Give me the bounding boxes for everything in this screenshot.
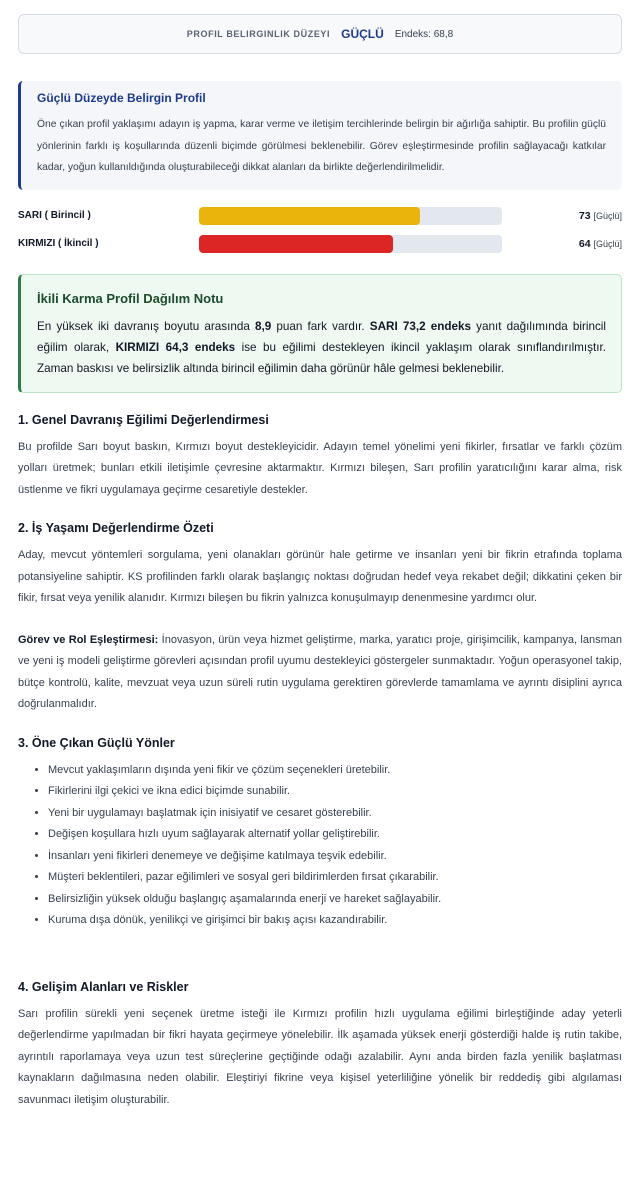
- list-item: • Fikirlerini ilgi çekici ve ikna edici biçimde sunabilir.: [48, 781, 622, 803]
- list-item: • Değişen koşullara hızlı uyum sağlayarak alternatif yollar geliştirebilir.: [48, 824, 622, 846]
- strengths-list: [18, 760, 622, 932]
- section-title: 3. Öne Çıkan Güçlü Yönler: [18, 735, 175, 750]
- section-text: Sarı profilin sürekli yeni seçenek üretme isteği ile Kırmızı profilin hızlı uygulama eğilimi birleştiğinde aday yeterli değerlendirme yapılmadan bir fikri hayata geçirmeye yönelebilir. İlk aşamada yüksek enerji gösterdiği halde iş rutin takibe, ayrıntılı raporlamaya veya uzun test süreçlerine geçtiğinde odağı azalabilir. Aynı anda birden fazla yenilik başlatması kaynakların dağılmasına neden olabilir. Eleştiriyi fikrine veya kişisel yeterliliğine yönelik bir reddediş gibi algılaması savunmacı iletişim oluşturabilir.: [18, 1007, 622, 1106]
- section-text: Aday, mevcut yöntemleri sorgulama, yeni olanakları görünür hale getirme ve insanları yeni bir fikrin etrafında toplama potansiyeline sahiptir. KS profilinden farklı olarak başlangıç noktası doğrudan hedef veya rekabet değil; dikkatini çeken bir fikir, fırsat veya yenilik alanıdır. Kırmızı bileşen bu fikrin yalnızca konuşulmayıp denenmesine yardımcı olur.: [18, 549, 622, 604]
- score-tag: [Güçlü]: [593, 210, 622, 221]
- distribution-note-text: En yüksek iki davranış boyutu arasında 8,9 puan fark vardır. SARI 73,2 endeks yanıt dağılımında birincil eğilim olarak, KIRMIZI 64,3 endeks ise bu eğilimi destekleyen ikincil yaklaşım olarak sınıflandırılmıştır. Zaman baskısı ve belirsizlik altında birincil eğilimin daha görünür hâle gelmesi beklenebilir.: [37, 319, 607, 375]
- list-item: • Belirsizliğin yüksek olduğu başlangıç aşamalarında enerji ve hareket sağlayabilir.: [48, 889, 622, 911]
- score-number: 64: [578, 237, 591, 250]
- distribution-note-title: İkili Karma Profil Dağılım Notu: [37, 290, 224, 306]
- score-bar-primary: [18, 206, 622, 226]
- score-bar-secondary: [18, 234, 622, 254]
- profile-level-box: [18, 14, 622, 54]
- profile-level-label: PROFIL BELIRGINLIK DÜZEYI: [186, 29, 331, 39]
- section-general-tendency: [18, 413, 622, 502]
- section-work-summary: [18, 521, 622, 716]
- list-item: • Yeni bir uygulamayı başlatmak için inisiyatif ve cesaret gösterebilir.: [48, 803, 622, 825]
- list-item: • İnsanları yeni fikirleri denemeye ve değişime katılmaya teşvik edebilir.: [48, 846, 622, 868]
- list-item: • Mevcut yaklaşımların dışında yeni fikir ve çözüm seçenekleri üretebilir.: [48, 760, 622, 782]
- score-bar-fill: [199, 207, 420, 225]
- role-matching-text: Görev ve Rol Eşleştirmesi: İnovasyon, ürün veya hizmet geliştirme, marka, yaratıcı proje, girişimcilik, kampanya, lansman ve yeni iş modeli geliştirme görevleri açısından profil uyumu destekleyici göstergeler sunmaktadır. Yoğun operasyonel takip, bütçe kontrolü, kalite, mevzuat veya uzun süreli rutin uygulama gerektiren görevlerde tamamlama ve ayrıntı disiplini ayrıca doğrulanmalıdır.: [18, 633, 622, 710]
- score-bar-track: [199, 207, 502, 225]
- section-text: Bu profilde Sarı boyut baskın, Kırmızı boyut destekleyicidir. Adayın temel yönelimi yeni fikirler, fırsatlar ve farklı çözüm yolları üretmek; bunları etkili iletişimle çevresine aktarmaktır. Kırmızı bileşen, Sarı profilin yaratıcılığını karar alma, risk üstlenme ve fikri uygulamaya geçirme cesaretiyle destekler.: [18, 440, 622, 496]
- profile-level-index: Endeks: 68,8: [394, 28, 454, 40]
- distribution-note: [18, 274, 622, 393]
- score-bars: [18, 206, 622, 254]
- profile-summary-note: [18, 81, 622, 190]
- score-bar-value: [502, 210, 622, 222]
- score-tag: [Güçlü]: [593, 238, 622, 249]
- list-item: • Kuruma dışa dönük, yenilikçi ve girişimci bir bakış açısı kazandırabilir.: [48, 910, 622, 932]
- section-title: 4. Gelişim Alanları ve Riskler: [18, 979, 189, 994]
- score-number: 73: [578, 209, 591, 222]
- list-item: • Müşteri beklentileri, pazar eğilimleri ve sosyal geri bildirimlerden fırsat çıkarabilir.: [48, 867, 622, 889]
- profile-summary-text: Öne çıkan profil yaklaşımı adayın iş yapma, karar verme ve iletişim tercihlerinde belirgin bir ağırlığa sahiptir. Bu profilin güçlü yönlerinin farklı iş koşullarında düzenli biçimde görülmesi beklenebilir. Görev eşleştirmesinde profilin sağlayacağı katkılar kadar, yoğun kullanıldığında oluşturabileceği dikkat alanları da birlikte değerlendirilmelidir.: [37, 119, 606, 173]
- profile-level-value: GÜÇLÜ: [341, 27, 384, 41]
- score-bar-label: KIRMIZI ( İkincil ): [18, 238, 99, 249]
- section-development-risks: [18, 980, 622, 1112]
- score-bar-fill: [199, 235, 393, 253]
- score-bar-label: SARI ( Birincil ): [18, 210, 91, 221]
- profile-summary-title: Güçlü Düzeyde Belirgin Profil: [37, 91, 206, 105]
- section-title: 2. İş Yaşamı Değerlendirme Özeti: [18, 521, 214, 535]
- section-title: 1. Genel Davranış Eğilimi Değerlendirmesi: [18, 412, 269, 427]
- section-strengths: [18, 736, 622, 932]
- score-bar-track: [199, 235, 502, 253]
- score-bar-value: [502, 238, 622, 250]
